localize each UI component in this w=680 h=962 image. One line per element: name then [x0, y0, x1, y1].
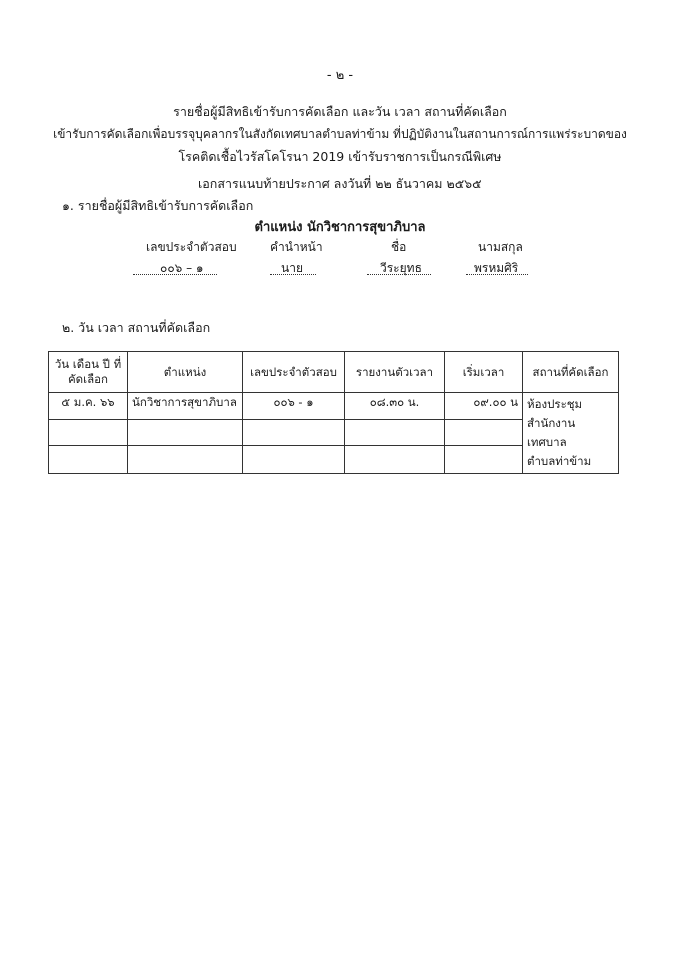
candidate-prefix: นาย [281, 261, 303, 275]
candidate-last-name: พรหมศิริ [474, 261, 519, 275]
header-first-name: ชื่อ [391, 240, 407, 254]
position-title: ตำแหน่ง นักวิชาการสุขาภิบาล [254, 220, 426, 235]
dotted-line-last-name [466, 274, 528, 275]
header-last-name: นามสกุล [478, 240, 523, 254]
table-row [49, 393, 619, 420]
header-report-time: รายงานตัวเวลา [345, 352, 445, 393]
header-date: วัน เดือน ปี ที่คัดเลือก [49, 352, 128, 393]
candidate-exam-no: ๐๐๖ – ๑ [160, 261, 204, 275]
venue-line-3: ตำบลท่าข้าม [527, 454, 592, 468]
cell-venue [523, 393, 619, 474]
header-prefix: คำนำหน้า [270, 240, 323, 254]
header-start-time: เริ่มเวลา [445, 352, 523, 393]
section1-heading: ๑. รายชื่อผู้มีสิทธิเข้ารับการคัดเลือก [62, 198, 254, 213]
venue-line-2: สำนักงานเทศบาล [527, 416, 576, 449]
candidate-first-name: วีระยุทธ [380, 261, 422, 275]
schedule-table [48, 351, 619, 474]
header-exam-no: เลขประจำตัวสอบ [146, 240, 237, 254]
section2-heading: ๒. วัน เวลา สถานที่คัดเลือก [62, 320, 211, 335]
title-line-3: โรคติดเชื้อไวรัสโคโรนา 2019 เข้ารับราชการเป็นกรณีพิเศษ [178, 149, 502, 164]
cell-position: นักวิชาการสุขาภิบาล [128, 393, 243, 420]
venue-line-1: ห้องประชุม [527, 397, 583, 411]
dotted-line-first-name [367, 274, 431, 275]
header-venue: สถานที่คัดเลือก [523, 352, 619, 393]
dotted-line-prefix [270, 274, 316, 275]
page-number: - ๒ - [326, 68, 354, 83]
title-line-1: รายชื่อผู้มีสิทธิเข้ารับการคัดเลือก และวัน เวลา สถานที่คัดเลือก [173, 104, 507, 119]
header-position: ตำแหน่ง [128, 352, 243, 393]
attachment-date: เอกสารแนบท้ายประกาศ ลงวันที่ ๒๒ ธันวาคม ๒๕๖๕ [198, 176, 482, 191]
title-line-2: เข้ารับการคัดเลือกเพื่อบรรจุบุคลากรในสังกัดเทศบาลตำบลท่าข้าม ที่ปฏิบัติงานในสถานการณ์การแพร่ระบาดของ [53, 127, 627, 141]
header-exam-no: เลขประจำตัวสอบ [243, 352, 345, 393]
cell-exam-no: ๐๐๖ - ๑ [243, 393, 345, 420]
cell-start-time: ๐๙.๐๐ น [445, 393, 523, 420]
cell-date: ๕ ม.ค. ๖๖ [49, 393, 128, 420]
table-header-row [49, 352, 619, 393]
cell-report-time: ๐๘.๓๐ น. [345, 393, 445, 420]
dotted-line-exam-no [133, 274, 217, 275]
